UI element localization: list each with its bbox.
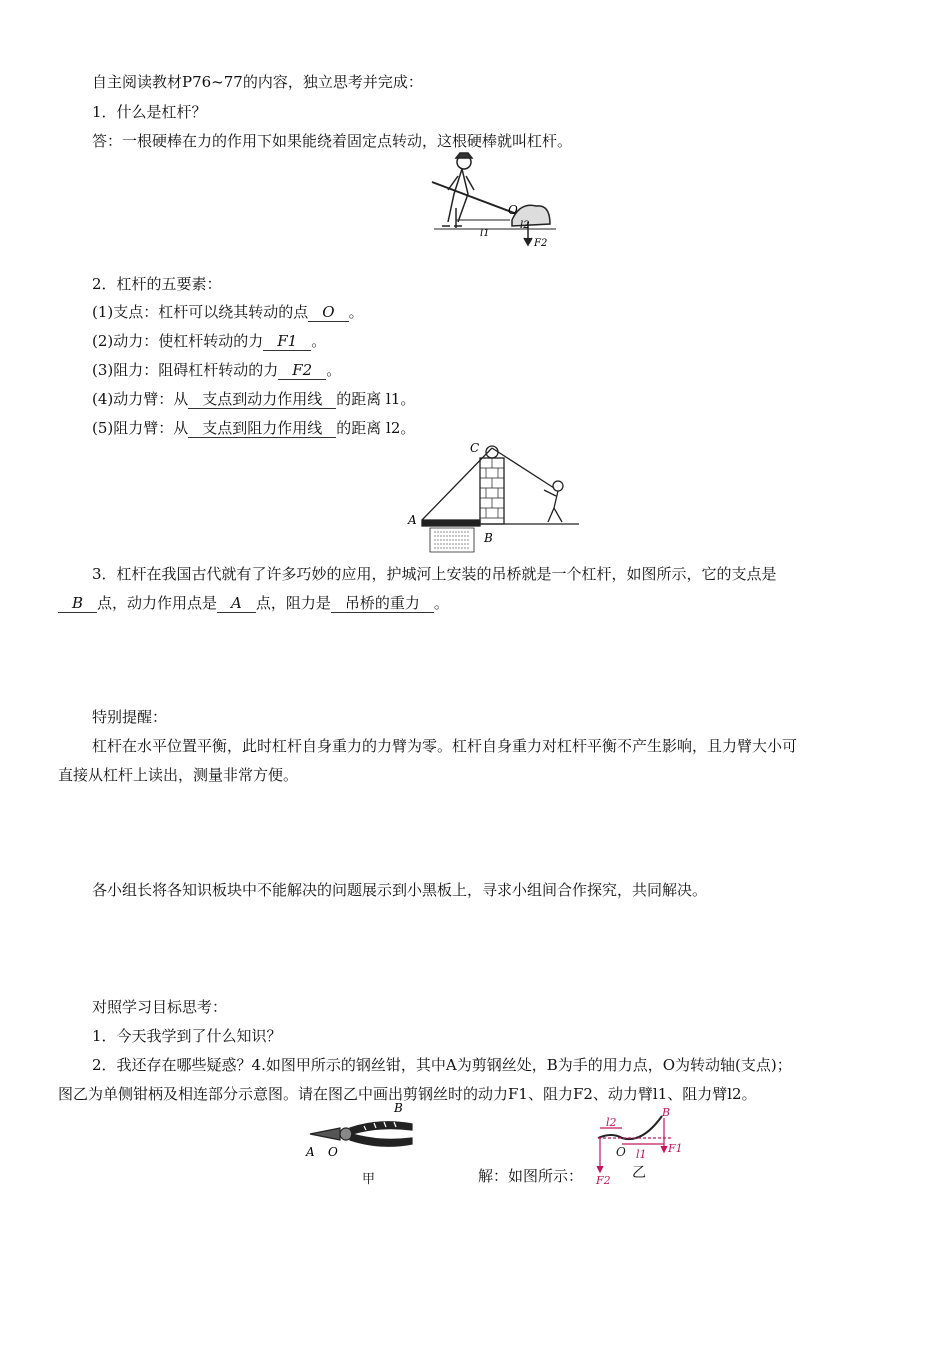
fig1-label-l1: l1 bbox=[480, 228, 490, 239]
fig2-label-c: C bbox=[470, 441, 480, 455]
pliers-label-o: O bbox=[328, 1145, 338, 1159]
yi-label-f1: F1 bbox=[668, 1142, 683, 1155]
reflect-q2-line-1: 2．我还存在哪些疑惑？4.如图甲所示的钢丝钳，其中A为剪钢丝处，B为手的用力点，O为转动轴(支点)； bbox=[92, 1056, 792, 1074]
answer-blank-effort-point: A bbox=[217, 594, 256, 613]
q2-item-4: (4)动力臂：从 支点到动力作用线 的距离 l1。 bbox=[92, 390, 416, 408]
q2-item-1: (1)支点：杠杆可以绕其转动的点 O 。 bbox=[92, 303, 364, 321]
q1-answer: 答：一根硬棒在力的作用下如果能绕着固定点转动，这根硬棒就叫杠杆。 bbox=[92, 132, 573, 150]
yi-label-o: O bbox=[616, 1145, 626, 1159]
reminder-title: 特别提醒： bbox=[92, 708, 168, 726]
answer-blank-fulcrum: O bbox=[308, 303, 348, 322]
reflect-title: 对照学习目标思考： bbox=[92, 998, 228, 1016]
pliers-label-b: B bbox=[394, 1101, 403, 1115]
answer-blank-effort: F1 bbox=[263, 332, 311, 351]
group-work-text: 各小组长将各知识板块中不能解决的问题展示到小黑板上，寻求小组间合作探究，共同解决。 bbox=[92, 881, 708, 899]
intro-text: 自主阅读教材P76~77的内容，独立思考并完成： bbox=[92, 73, 423, 91]
yi-label-b: B bbox=[662, 1106, 671, 1119]
answer-blank-resistance-force: 吊桥的重力 bbox=[331, 594, 434, 613]
yi-label-f2: F2 bbox=[596, 1174, 611, 1187]
caption-yi: 乙 bbox=[632, 1165, 646, 1181]
crowbar-figure bbox=[428, 150, 568, 250]
reflect-q1: 1．今天我学到了什么知识？ bbox=[92, 1027, 282, 1045]
fig2-label-b: B bbox=[484, 531, 493, 545]
fig1-label-l2: l2 bbox=[520, 220, 530, 231]
caption-jia: 甲 bbox=[362, 1172, 376, 1187]
q2-title: 2．杠杆的五要素： bbox=[92, 275, 222, 293]
answer-blank-effort-arm: 支点到动力作用线 bbox=[188, 390, 336, 409]
reminder-line-2: 直接从杠杆上读出，测量非常方便。 bbox=[58, 766, 299, 784]
solution-text: 解：如图所示： bbox=[478, 1167, 584, 1185]
answer-blank-resistance: F2 bbox=[278, 361, 326, 380]
q2-item-3: (3)阻力：阻碍杠杆转动的力 F2 。 bbox=[92, 361, 342, 379]
answer-blank-pivot: B bbox=[58, 594, 97, 613]
q1-question: 1．什么是杠杆？ bbox=[92, 103, 207, 121]
yi-label-l1: l1 bbox=[636, 1148, 647, 1161]
reminder-line-1: 杠杆在水平位置平衡，此时杠杆自身重力的力臂为零。杠杆自身重力对杠杆平衡不产生影响，且力臂大小可 bbox=[92, 737, 798, 755]
fig1-label-o: O bbox=[508, 203, 518, 217]
q2-item-2: (2)动力：使杠杆转动的力 F1 。 bbox=[92, 332, 327, 350]
answer-blank-resistance-arm: 支点到阻力作用线 bbox=[188, 419, 336, 438]
q3-line-1: 3．杠杆在我国古代就有了许多巧妙的应用，护城河上安装的吊桥就是一个杠杆，如图所示，它的支点是 bbox=[92, 565, 777, 583]
pliers-label-a: A bbox=[306, 1145, 315, 1159]
q3-line-2: B 点，动力作用点是 A 点，阻力是 吊桥的重力 。 bbox=[58, 593, 449, 613]
drawbridge-figure bbox=[404, 438, 584, 556]
fig1-label-f2: F2 bbox=[534, 238, 548, 249]
pliers-figure-jia bbox=[300, 1100, 420, 1162]
q2-item-5: (5)阻力臂：从 支点到阻力作用线 的距离 l2。 bbox=[92, 419, 416, 437]
fig2-label-a: A bbox=[408, 513, 417, 527]
reflect-q2-line-2: 图乙为单侧钳柄及相连部分示意图。请在图乙中画出剪钢丝时的动力F1、阻力F2、动力臂l1、阻力臂l2。 bbox=[58, 1085, 757, 1103]
yi-label-l2: l2 bbox=[606, 1116, 617, 1129]
